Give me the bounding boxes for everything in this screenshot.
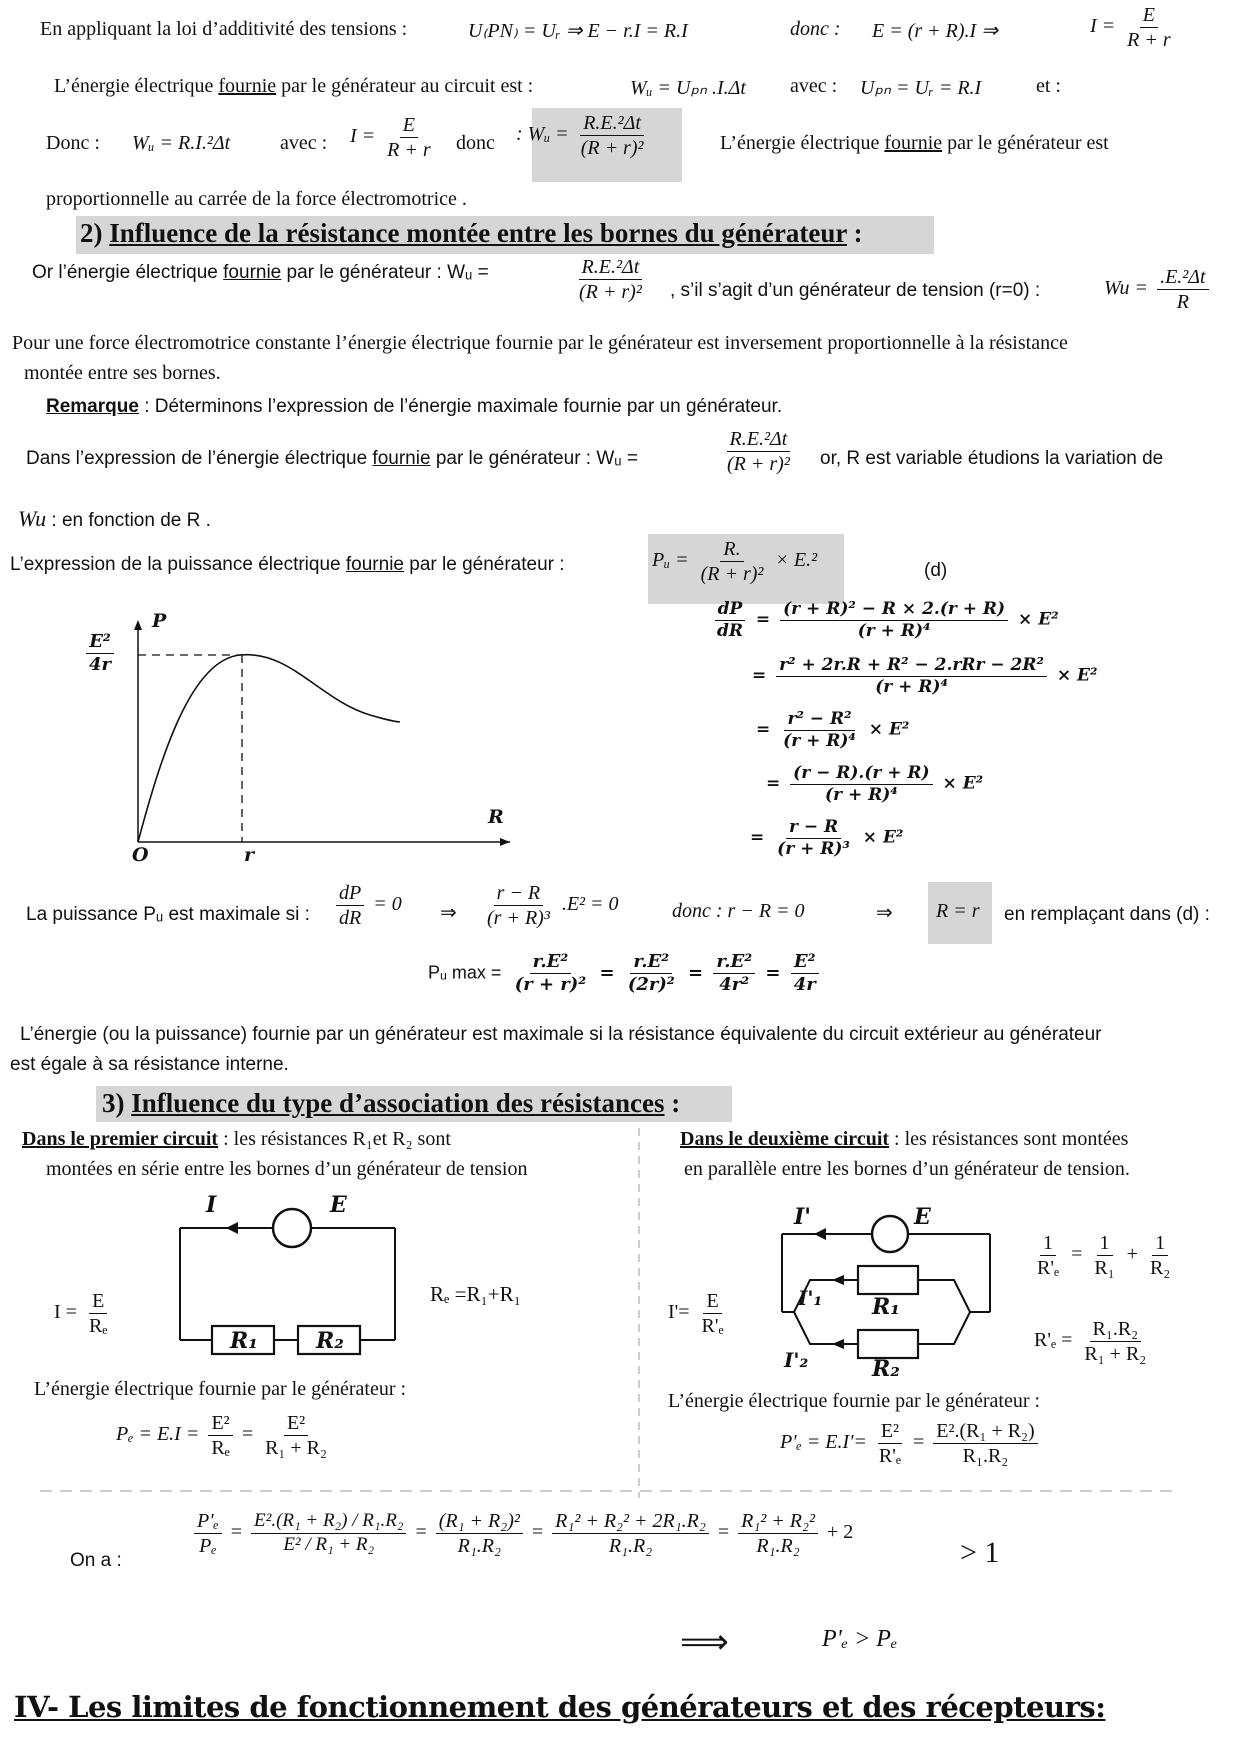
intro-text: En appliquant la loi d’additivité des tensions : [40,18,408,40]
derivative-step-5: = $\frac{r - R}{\text{(r + R)³}}$ × E² [750,817,904,859]
graph-y-label: P [152,610,167,632]
graph-x-label: R [488,806,504,828]
wu-tension: Wu = $\frac{\text{.E.²Δt}}{R}$ [1104,266,1213,313]
graph-r-label: r [244,844,255,866]
or-text: Or l’énergie électrique fournie par le générateur : Wᵤ = [32,262,489,283]
derivative-step-4: = $\frac{(r - R).(r + R)}{\text{(r + R)⁴}}$ × E² [766,763,984,805]
resistor-R1-parallel [858,1266,918,1294]
Pe-series: Pₑ = E.I = $\frac{\text{E²}}{\text{Rₑ}}$ = $\frac{\text{E²}}{\text{R₁ + R₂}}$ [116,1412,327,1459]
energy-line: L’énergie électrique fournie par le générateur au circuit est : [54,75,534,97]
max-text: La puissance Pᵤ est maximale si : [26,904,310,925]
left-circuit-title: Dans le premier circuit : les résistances R₁et R₂ sont [22,1128,451,1150]
max-tail: en remplaçant dans (d) : [1004,904,1210,925]
label-I: I [206,1192,217,1218]
Wu-result: : Wᵤ = $\frac{\text{R.E.²Δt}}{\text{(R + r)²}}$ [516,112,644,159]
proportional-text-2: proportionnelle au carrée de la force électromotrice . [46,188,467,210]
label-R2-parallel: R₂ [872,1356,900,1382]
arrow-1: ⇒ [440,902,457,924]
wu-variation: Wu : en fonction de R . [18,506,211,531]
conclusion: L’énergie (ou la puissance) fournie par un générateur est maximale si la résistance équivalente du circuit extérieur au générateur [20,1024,1102,1045]
on-a-label: On a : [70,1550,122,1571]
inverse-Re: $\frac{1}{\text{R'ₑ}}$ = $\frac{1}{\text{R₁}}$ + $\frac{1}{\text{R₂}}$ [1037,1232,1171,1279]
right-circuit-title: Dans le deuxième circuit : les résistances sont montées [680,1128,1129,1150]
expr-text: L’expression de la puissance électrique fournie par le générateur : [10,554,565,575]
or-tail: , s’il s’agit d’un générateur de tension (r=0) : [670,280,1041,301]
derivative-step-1: $\frac{dP}{dR}$ = $\frac{\text{(r + R)² − R × 2.(r + R)}}{\text{(r + R)⁴}}$ × E² [710,600,1059,640]
Wu-RI2: Wᵤ = R.I.²Δt [132,132,231,154]
left-energy-text: L’énergie électrique fournie par le générateur : [34,1378,407,1400]
section2-heading: 2) Influence de la résistance montée entre les bornes du générateur : [80,218,863,248]
final-result: P'ₑ > Pₑ [822,1626,898,1652]
ratio-expression: $\frac{\text{P'ₑ}}{\text{Pₑ}}$ = $\frac{\text{E².(R₁ + R₂) / R₁.R₂}}{\text{E² / R₁ + R₂}}$ = $\frac{\text{(R₁ + R₂)²}}{\text{R₁.R₂}}$ = $\frac{\text{R₁² + R₂² + 2R₁.R₂}}{\text{R₁.R₂}}$ = $\frac{\text{R₁² + R₂²}}{\text{R₁.R₂}}$ + 2 [190,1510,853,1557]
arrow-2: ⇒ [876,902,893,924]
avec-label: avec : [790,75,838,97]
label-R1: R₁ [230,1328,258,1354]
label-E: E [330,1192,347,1218]
et-label: et : [1036,75,1061,97]
Re-series: Rₑ =R₁+R₁ [430,1282,521,1306]
or-fraction: $\frac{\text{R.E.²Δt}}{\text{(R + r)²}}$ [579,256,642,303]
max-donc: donc : r − R = 0 [672,900,805,922]
graph-max-label: $\frac{\text{E²}}{4r}$ [82,632,118,675]
power-curve [138,655,400,842]
I-fraction: I = $\frac{E}{R + r}$ [350,114,431,161]
I-parallel: I'= $\frac{E}{\text{R'ₑ}}$ [668,1290,724,1337]
current-arrow [226,1222,238,1234]
y-axis-arrow [134,620,142,630]
left-circuit-desc: montées en série entre les bornes d’un générateur de tension [46,1158,528,1180]
current-arrow-2 [814,1228,826,1240]
graph-origin: O [132,844,149,866]
generator-symbol-2 [872,1216,908,1252]
power-graph [70,600,530,870]
label-I2-prime: I'₂ [784,1348,809,1372]
label-R1-parallel: R₁ [872,1294,900,1320]
donc-label-2: Donc : [46,132,100,154]
pmax-expression: Pᵤ max = $\frac{\text{r.E²}}{\text{(r + r)²}}$ = $\frac{\text{r.E²}}{\text{(2r)²}}$ = $\frac{\text{r.E²}}{\text{4r²}}$ = $\frac{\text{E²}}{4r}$ [428,952,823,995]
donc-label-3: donc [456,132,495,154]
x-axis-arrow [500,838,510,846]
max-derivative: $\frac{dP}{dR}$ = 0 [332,882,402,929]
donc-label: donc : [790,18,841,40]
dans-text: Dans l’expression de l’énergie électrique fournie par le générateur : Wᵤ = [26,448,638,469]
section4-title: IV- Les limites de fonctionnement des générateurs et des récepteurs: [14,1690,1106,1724]
label-I-prime: I' [794,1204,812,1230]
Wu-equation: Wᵤ = Uₚₙ .I.Δt [630,77,746,99]
remarque-line: Remarque : Déterminons l’expression de l’énergie maximale fournie par un générateur. [46,396,783,417]
dans-tail: or, R est variable étudions la variation de [820,448,1164,469]
Re-parallel: R'ₑ = $\frac{\text{R₁.R₂}}{\text{R₁ + R₂}}$ [1034,1318,1147,1365]
equation-E: E = (r + R).I ⇒ [872,20,998,42]
label-E-2: E [914,1204,931,1230]
right-energy-text: L’énergie électrique fournie par le générateur : [668,1390,1041,1412]
pu-expression: Pᵤ = $\frac{R.}{\text{(R + r)²}}$ × E.² [652,538,818,585]
label-I1-prime: I'₁ [798,1286,823,1310]
para-inverse-2: montée entre ses bornes. [24,362,221,384]
derivative-step-3: = $\frac{\text{r² − R²}}{\text{(r + R)⁴}}$ × E² [756,709,910,751]
Pe-parallel: P'ₑ = E.I'= $\frac{\text{E²}}{\text{R'ₑ}}$ = $\frac{\text{E².(R₁ + R₂)}}{\text{R₁.R₂}}$ [780,1420,1042,1467]
derivative-step-2: = $\frac{\text{r² + 2r.R + R² − 2.rRr − 2R²}}{\text{(r + R)⁴}}$ × E² [752,655,1098,697]
greater-than-one: > 1 [960,1536,1000,1569]
equation-additivity: U₍PN₎ = Uᵣ ⇒ E − r.I = R.I [468,20,688,42]
para-inverse: Pour une force électromotrice constante l’énergie électrique fournie par le générateur est inversement proportionnelle à la résistance [12,332,1068,354]
implies-arrow: ⟹ [680,1624,729,1661]
resistor-R2-parallel [858,1330,918,1358]
column-divider [636,1128,642,1498]
conclusion-2: est égale à sa résistance interne. [10,1054,289,1075]
right-circuit-desc: en parallèle entre les bornes d’un générateur de tension. [684,1158,1130,1180]
avec-label-2: avec : [280,132,328,154]
generator-symbol [273,1209,311,1247]
label-R2: R₂ [316,1328,344,1354]
dans-fraction: $\frac{\text{R.E.²Δt}}{\text{(R + r)²}}$ [727,428,790,475]
r-equals-r: R = r [936,900,980,922]
d-label: (d) [924,560,948,581]
max-fraction: $\frac{r - R}{\text{(r + R)³}}$ .E² = 0 [487,882,619,929]
Upn-equation: Uₚₙ = Uᵣ = R.I [860,77,982,99]
dashed-separator [40,1488,1180,1494]
proportional-text: L’énergie électrique fournie par le générateur est [720,132,1109,154]
I-expression: I = $\frac{E}{R + r}$ [1090,4,1171,51]
I-series: I = $\frac{E}{\text{Rₑ}}$ [54,1290,108,1337]
series-circuit [170,1190,410,1380]
section3-heading: 3) Influence du type d’association des résistances : [102,1088,681,1118]
